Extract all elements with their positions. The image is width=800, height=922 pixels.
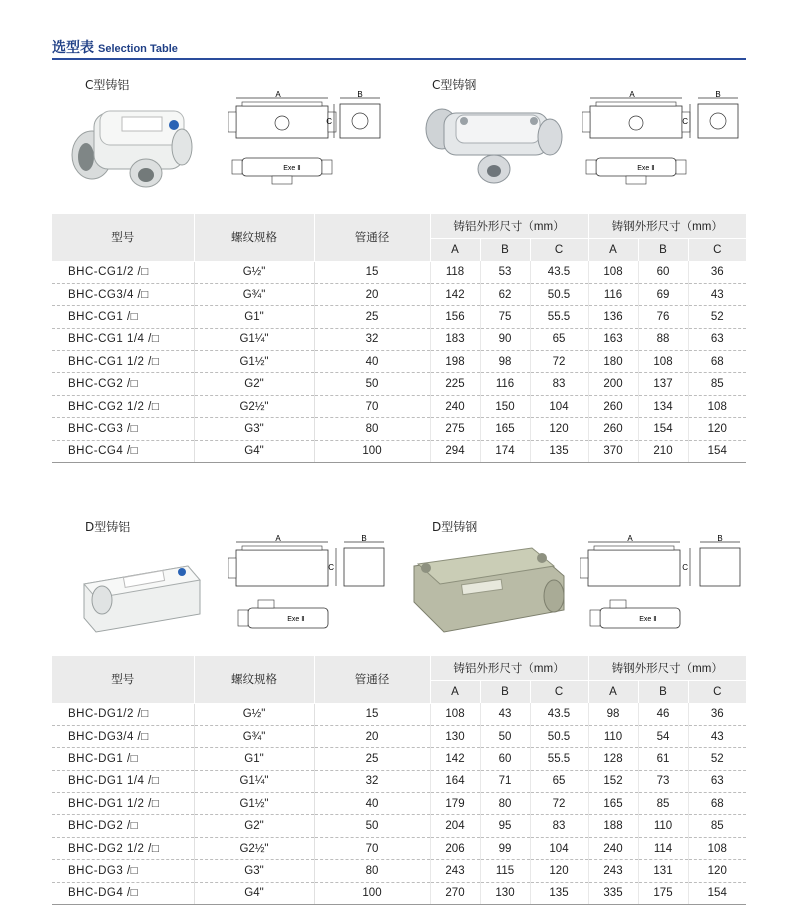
bore-cell: 20 [314, 725, 430, 747]
thread-cell: G3" [194, 860, 314, 882]
al-b-cell: 43 [480, 703, 530, 725]
col-header-model: 型号 [52, 656, 194, 703]
al-a-cell: 142 [430, 283, 480, 305]
sub-header-a: A [588, 239, 638, 262]
steel-b-cell: 154 [638, 418, 688, 440]
bore-cell: 100 [314, 882, 430, 904]
al-a-cell: 156 [430, 306, 480, 328]
model-cell: BHC-DG3/4 /□ [52, 725, 194, 747]
bore-cell: 50 [314, 815, 430, 837]
thread-cell: G½" [194, 703, 314, 725]
bore-cell: 32 [314, 770, 430, 792]
model-cell: BHC-DG1/2 /□ [52, 703, 194, 725]
steel-a-cell: 260 [588, 395, 638, 417]
sub-header-a: A [430, 239, 480, 262]
al-b-cell: 71 [480, 770, 530, 792]
al-a-cell: 142 [430, 748, 480, 770]
al-b-cell: 165 [480, 418, 530, 440]
bore-cell: 20 [314, 283, 430, 305]
table-row [52, 815, 746, 837]
sub-header-c: C [688, 239, 746, 262]
steel-a-cell: 128 [588, 748, 638, 770]
table-row [52, 793, 746, 815]
steel-c-cell: 36 [688, 703, 746, 725]
thread-cell: G1¼" [194, 770, 314, 792]
al-a-cell: 240 [430, 395, 480, 417]
model-cell: BHC-DG2 1/2 /□ [52, 837, 194, 859]
thread-cell: G2" [194, 815, 314, 837]
col-header-bore: 管通径 [314, 656, 430, 703]
steel-c-cell: 154 [688, 882, 746, 904]
bore-cell: 25 [314, 306, 430, 328]
thread-cell: G4" [194, 440, 314, 462]
dim-b-label: B [357, 90, 363, 99]
table-row [52, 725, 746, 747]
steel-b-cell: 210 [638, 440, 688, 462]
table-row [52, 860, 746, 882]
dim-b-label: B [715, 90, 721, 99]
steel-c-cell: 68 [688, 793, 746, 815]
c-steel-dimension-drawing [582, 90, 758, 202]
dim-a-label: A [627, 534, 633, 543]
sub-header-a: A [430, 681, 480, 704]
dim-a-label: A [275, 534, 281, 543]
d-aluminum-product-photo [70, 540, 210, 640]
table-row [52, 440, 746, 462]
steel-a-cell: 110 [588, 725, 638, 747]
table-row [52, 395, 746, 417]
al-c-cell: 104 [530, 395, 588, 417]
al-b-cell: 95 [480, 815, 530, 837]
sub-header-c: C [530, 239, 588, 262]
model-cell: BHC-CG2 1/2 /□ [52, 395, 194, 417]
steel-b-cell: 76 [638, 306, 688, 328]
col-header-thread: 螺纹规格 [194, 656, 314, 703]
al-c-cell: 72 [530, 793, 588, 815]
section-d-left-caption: D型铸铝 [85, 520, 131, 534]
al-a-cell: 294 [430, 440, 480, 462]
steel-c-cell: 63 [688, 328, 746, 350]
al-b-cell: 116 [480, 373, 530, 395]
dim-c-label: C [326, 117, 332, 126]
steel-c-cell: 43 [688, 725, 746, 747]
dim-c-label: C [328, 563, 334, 572]
steel-b-cell: 60 [638, 261, 688, 283]
steel-b-cell: 108 [638, 351, 688, 373]
table-row [52, 418, 746, 440]
c-aluminum-product-photo [66, 95, 206, 195]
dim-a-label: A [275, 90, 281, 99]
bore-cell: 40 [314, 351, 430, 373]
sub-header-b: B [638, 239, 688, 262]
col-header-bore: 管通径 [314, 214, 430, 261]
sub-header-a: A [588, 681, 638, 704]
al-a-cell: 198 [430, 351, 480, 373]
al-c-cell: 83 [530, 815, 588, 837]
al-a-cell: 206 [430, 837, 480, 859]
al-a-cell: 130 [430, 725, 480, 747]
steel-c-cell: 52 [688, 306, 746, 328]
c-selection-table [52, 214, 746, 463]
model-cell: BHC-DG1 1/2 /□ [52, 793, 194, 815]
col-header-aluminum-dims: 铸铝外形尺寸（mm） [430, 656, 588, 681]
model-cell: BHC-CG4 /□ [52, 440, 194, 462]
model-cell: BHC-CG3 /□ [52, 418, 194, 440]
al-b-cell: 75 [480, 306, 530, 328]
steel-b-cell: 110 [638, 815, 688, 837]
thread-cell: G½" [194, 261, 314, 283]
steel-b-cell: 54 [638, 725, 688, 747]
steel-b-cell: 137 [638, 373, 688, 395]
steel-b-cell: 61 [638, 748, 688, 770]
al-c-cell: 50.5 [530, 725, 588, 747]
steel-b-cell: 131 [638, 860, 688, 882]
steel-a-cell: 335 [588, 882, 638, 904]
al-c-cell: 55.5 [530, 306, 588, 328]
al-c-cell: 55.5 [530, 748, 588, 770]
exe-mark-label: Exe Ⅱ [287, 616, 305, 623]
steel-a-cell: 163 [588, 328, 638, 350]
al-b-cell: 62 [480, 283, 530, 305]
bore-cell: 25 [314, 748, 430, 770]
al-b-cell: 60 [480, 748, 530, 770]
al-a-cell: 108 [430, 703, 480, 725]
bore-cell: 70 [314, 837, 430, 859]
table-row [52, 328, 746, 350]
steel-c-cell: 85 [688, 815, 746, 837]
al-a-cell: 164 [430, 770, 480, 792]
page-title-cn: 选型表 [52, 40, 94, 56]
al-c-cell: 43.5 [530, 261, 588, 283]
steel-b-cell: 85 [638, 793, 688, 815]
steel-a-cell: 180 [588, 351, 638, 373]
dim-c-label: C [682, 563, 688, 572]
al-c-cell: 135 [530, 882, 588, 904]
bore-cell: 80 [314, 860, 430, 882]
steel-c-cell: 36 [688, 261, 746, 283]
col-header-steel-dims: 铸钢外形尺寸（mm） [588, 214, 746, 239]
steel-c-cell: 43 [688, 283, 746, 305]
thread-cell: G1½" [194, 351, 314, 373]
al-c-cell: 120 [530, 418, 588, 440]
bore-cell: 70 [314, 395, 430, 417]
table-row [52, 770, 746, 792]
table-row [52, 306, 746, 328]
al-c-cell: 135 [530, 440, 588, 462]
steel-b-cell: 69 [638, 283, 688, 305]
thread-cell: G2½" [194, 395, 314, 417]
steel-a-cell: 165 [588, 793, 638, 815]
table-row [52, 261, 746, 283]
dim-c-label: C [682, 117, 688, 126]
al-b-cell: 174 [480, 440, 530, 462]
steel-b-cell: 175 [638, 882, 688, 904]
table-row [52, 748, 746, 770]
al-a-cell: 275 [430, 418, 480, 440]
steel-c-cell: 68 [688, 351, 746, 373]
c-steel-product-photo [420, 95, 570, 195]
d-selection-table [52, 656, 746, 905]
table-row [52, 703, 746, 725]
page-title-en: Selection Table [98, 43, 178, 55]
al-b-cell: 50 [480, 725, 530, 747]
thread-cell: G1" [194, 748, 314, 770]
steel-b-cell: 114 [638, 837, 688, 859]
al-b-cell: 115 [480, 860, 530, 882]
section-d-right-caption: D型铸钢 [432, 520, 478, 534]
steel-a-cell: 136 [588, 306, 638, 328]
steel-b-cell: 88 [638, 328, 688, 350]
steel-b-cell: 134 [638, 395, 688, 417]
thread-cell: G¾" [194, 283, 314, 305]
steel-a-cell: 260 [588, 418, 638, 440]
al-a-cell: 225 [430, 373, 480, 395]
thread-cell: G2½" [194, 837, 314, 859]
exe-mark-label: Exe Ⅱ [283, 165, 301, 172]
thread-cell: G4" [194, 882, 314, 904]
steel-b-cell: 73 [638, 770, 688, 792]
steel-a-cell: 188 [588, 815, 638, 837]
dim-a-label: A [629, 90, 635, 99]
sub-header-b: B [480, 239, 530, 262]
steel-c-cell: 154 [688, 440, 746, 462]
steel-c-cell: 63 [688, 770, 746, 792]
al-c-cell: 104 [530, 837, 588, 859]
dim-b-label: B [361, 534, 367, 543]
al-a-cell: 270 [430, 882, 480, 904]
bore-cell: 50 [314, 373, 430, 395]
al-b-cell: 130 [480, 882, 530, 904]
thread-cell: G3" [194, 418, 314, 440]
page-title [52, 37, 178, 57]
steel-a-cell: 240 [588, 837, 638, 859]
al-a-cell: 204 [430, 815, 480, 837]
sub-header-b: B [638, 681, 688, 704]
steel-a-cell: 370 [588, 440, 638, 462]
al-b-cell: 90 [480, 328, 530, 350]
thread-cell: G1" [194, 306, 314, 328]
sub-header-b: B [480, 681, 530, 704]
al-a-cell: 243 [430, 860, 480, 882]
al-c-cell: 120 [530, 860, 588, 882]
al-a-cell: 179 [430, 793, 480, 815]
model-cell: BHC-DG3 /□ [52, 860, 194, 882]
section-c-right-caption: C型铸钢 [432, 78, 477, 92]
bore-cell: 100 [314, 440, 430, 462]
steel-a-cell: 200 [588, 373, 638, 395]
al-b-cell: 99 [480, 837, 530, 859]
model-cell: BHC-DG1 /□ [52, 748, 194, 770]
steel-a-cell: 243 [588, 860, 638, 882]
col-header-model: 型号 [52, 214, 194, 261]
sub-header-c: C [530, 681, 588, 704]
col-header-thread: 螺纹规格 [194, 214, 314, 261]
table-row [52, 882, 746, 904]
table-row [52, 283, 746, 305]
al-b-cell: 150 [480, 395, 530, 417]
al-c-cell: 50.5 [530, 283, 588, 305]
steel-c-cell: 52 [688, 748, 746, 770]
steel-a-cell: 98 [588, 703, 638, 725]
bore-cell: 15 [314, 703, 430, 725]
thread-cell: G2" [194, 373, 314, 395]
model-cell: BHC-CG1/2 /□ [52, 261, 194, 283]
model-cell: BHC-CG1 1/4 /□ [52, 328, 194, 350]
table-row [52, 837, 746, 859]
al-c-cell: 83 [530, 373, 588, 395]
table-row [52, 373, 746, 395]
bore-cell: 80 [314, 418, 430, 440]
al-b-cell: 53 [480, 261, 530, 283]
steel-a-cell: 152 [588, 770, 638, 792]
model-cell: BHC-DG2 /□ [52, 815, 194, 837]
c-aluminum-dimension-drawing [228, 90, 404, 202]
thread-cell: G1½" [194, 793, 314, 815]
col-header-aluminum-dims: 铸铝外形尺寸（mm） [430, 214, 588, 239]
steel-c-cell: 120 [688, 860, 746, 882]
bore-cell: 40 [314, 793, 430, 815]
section-c-left-caption: C型铸铝 [85, 78, 130, 92]
steel-c-cell: 108 [688, 395, 746, 417]
model-cell: BHC-CG1 1/2 /□ [52, 351, 194, 373]
model-cell: BHC-CG3/4 /□ [52, 283, 194, 305]
al-c-cell: 43.5 [530, 703, 588, 725]
sub-header-c: C [688, 681, 746, 704]
steel-c-cell: 85 [688, 373, 746, 395]
steel-a-cell: 108 [588, 261, 638, 283]
steel-b-cell: 46 [638, 703, 688, 725]
al-c-cell: 65 [530, 770, 588, 792]
dim-b-label: B [717, 534, 723, 543]
title-divider [52, 58, 746, 60]
d-aluminum-dimension-drawing [228, 534, 404, 646]
model-cell: BHC-CG1 /□ [52, 306, 194, 328]
col-header-steel-dims: 铸钢外形尺寸（mm） [588, 656, 746, 681]
table-row [52, 351, 746, 373]
model-cell: BHC-DG1 1/4 /□ [52, 770, 194, 792]
d-steel-dimension-drawing [580, 534, 756, 646]
model-cell: BHC-CG2 /□ [52, 373, 194, 395]
bore-cell: 32 [314, 328, 430, 350]
thread-cell: G1¼" [194, 328, 314, 350]
model-cell: BHC-DG4 /□ [52, 882, 194, 904]
al-c-cell: 65 [530, 328, 588, 350]
thread-cell: G¾" [194, 725, 314, 747]
al-b-cell: 98 [480, 351, 530, 373]
steel-c-cell: 120 [688, 418, 746, 440]
steel-a-cell: 116 [588, 283, 638, 305]
al-a-cell: 118 [430, 261, 480, 283]
al-c-cell: 72 [530, 351, 588, 373]
d-steel-product-photo [404, 536, 574, 640]
exe-mark-label: Exe Ⅱ [639, 616, 657, 623]
steel-c-cell: 108 [688, 837, 746, 859]
al-b-cell: 80 [480, 793, 530, 815]
exe-mark-label: Exe Ⅱ [637, 165, 655, 172]
bore-cell: 15 [314, 261, 430, 283]
al-a-cell: 183 [430, 328, 480, 350]
